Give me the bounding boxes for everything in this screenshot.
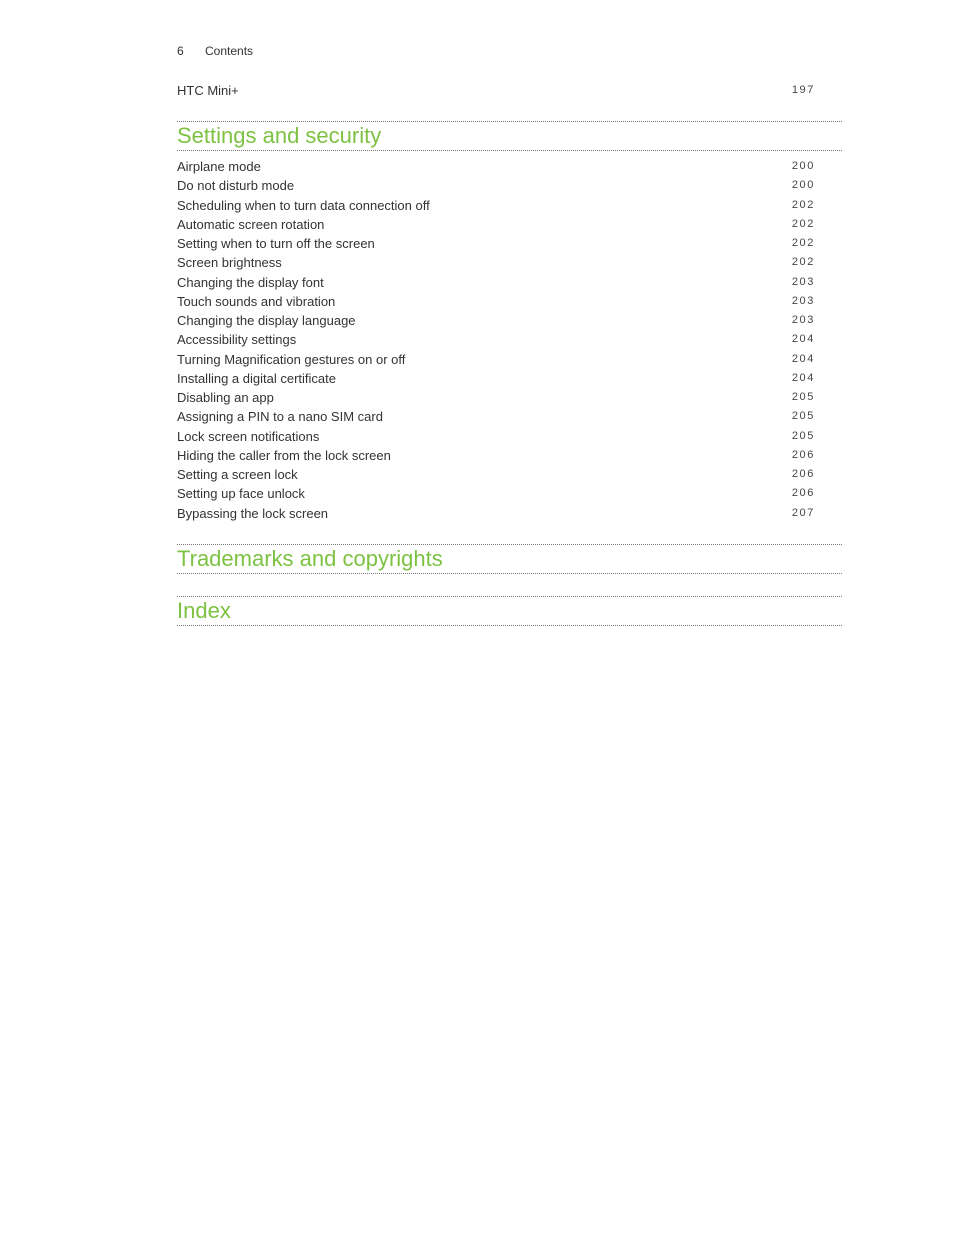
- toc-entry-title: Airplane mode: [177, 159, 261, 174]
- toc-entry-title: Automatic screen rotation: [177, 217, 325, 232]
- toc-entry[interactable]: [177, 273, 815, 292]
- toc-entry-title: Disabling an app: [177, 390, 274, 405]
- toc-entry-page: 204: [791, 372, 815, 384]
- toc-entry-page: 207: [791, 507, 815, 519]
- toc-entry-title: Touch sounds and vibration: [177, 294, 336, 309]
- toc-entry-title: Scheduling when to turn data connection off: [177, 198, 430, 213]
- toc-entry[interactable]: [177, 407, 815, 426]
- toc-entry[interactable]: [177, 157, 815, 176]
- toc-entry-title: Hiding the caller from the lock screen: [177, 448, 391, 463]
- toc-entry-title: Bypassing the lock screen: [177, 506, 329, 521]
- toc-entry[interactable]: [177, 292, 815, 311]
- chapter-heading-trademarks-and-copyrights[interactable]: [177, 544, 842, 574]
- running-header: [177, 44, 253, 58]
- chapter-title: Index: [177, 598, 231, 623]
- toc-entry-page: 205: [791, 410, 815, 422]
- toc-entry-title: Assigning a PIN to a nano SIM card: [177, 409, 383, 424]
- toc-entry-page: 203: [791, 295, 815, 307]
- toc-entry-title: Turning Magnification gestures on or off: [177, 352, 406, 367]
- toc-entry-page: 206: [791, 449, 815, 461]
- toc-entry[interactable]: [177, 465, 815, 484]
- toc-entry[interactable]: [177, 330, 815, 349]
- toc-entry[interactable]: [177, 369, 815, 388]
- toc-entry-title: Setting when to turn off the screen: [177, 236, 375, 251]
- toc-entry-page: 200: [791, 179, 815, 191]
- toc-entry-title: Setting a screen lock: [177, 467, 298, 482]
- toc-entry-title: Installing a digital certificate: [177, 371, 336, 386]
- toc-entry-page: 204: [791, 353, 815, 365]
- toc-entry-page: 206: [791, 487, 815, 499]
- toc-entry-page: 205: [791, 430, 815, 442]
- header-section-title: Contents: [205, 44, 254, 58]
- toc-entry-title: Changing the display font: [177, 275, 324, 290]
- chapter-title: Settings and security: [177, 123, 382, 148]
- toc-entry[interactable]: [177, 81, 815, 100]
- toc-entry-page: 202: [791, 199, 815, 211]
- toc-entry-title: Do not disturb mode: [177, 178, 295, 193]
- toc-entry-page: 202: [791, 218, 815, 230]
- toc-entry-title: HTC Mini+: [177, 83, 239, 98]
- toc-entry-page: 203: [791, 276, 815, 288]
- toc-entry-title: Changing the display language: [177, 313, 356, 328]
- toc-entry[interactable]: [177, 427, 815, 446]
- toc-entry[interactable]: [177, 388, 815, 407]
- toc-entry[interactable]: [177, 504, 815, 523]
- toc-entry[interactable]: [177, 253, 815, 272]
- toc-entry-page: 197: [791, 84, 815, 96]
- toc-entry[interactable]: [177, 196, 815, 215]
- toc-entry-title: Accessibility settings: [177, 332, 297, 347]
- toc-entry-page: 206: [791, 468, 815, 480]
- toc-entry-page: 205: [791, 391, 815, 403]
- toc-entry[interactable]: [177, 176, 815, 195]
- toc-entry[interactable]: [177, 311, 815, 330]
- toc-entry-page: 200: [791, 160, 815, 172]
- chapter-title: Trademarks and copyrights: [177, 546, 443, 571]
- toc-entry[interactable]: [177, 446, 815, 465]
- chapter-heading-index[interactable]: [177, 596, 842, 626]
- toc-entry-page: 202: [791, 256, 815, 268]
- toc-entry[interactable]: [177, 215, 815, 234]
- toc-entry-page: 204: [791, 333, 815, 345]
- toc-entry[interactable]: [177, 484, 815, 503]
- toc-entry[interactable]: [177, 234, 815, 253]
- toc-entry[interactable]: [177, 350, 815, 369]
- toc-entry-title: Lock screen notifications: [177, 429, 320, 444]
- toc-entry-page: 202: [791, 237, 815, 249]
- toc-entry-title: Screen brightness: [177, 255, 282, 270]
- chapter-heading-settings-and-security[interactable]: [177, 121, 842, 151]
- toc-entry-title: Setting up face unlock: [177, 486, 305, 501]
- header-page-number: 6: [177, 44, 184, 58]
- toc-entry-page: 203: [791, 314, 815, 326]
